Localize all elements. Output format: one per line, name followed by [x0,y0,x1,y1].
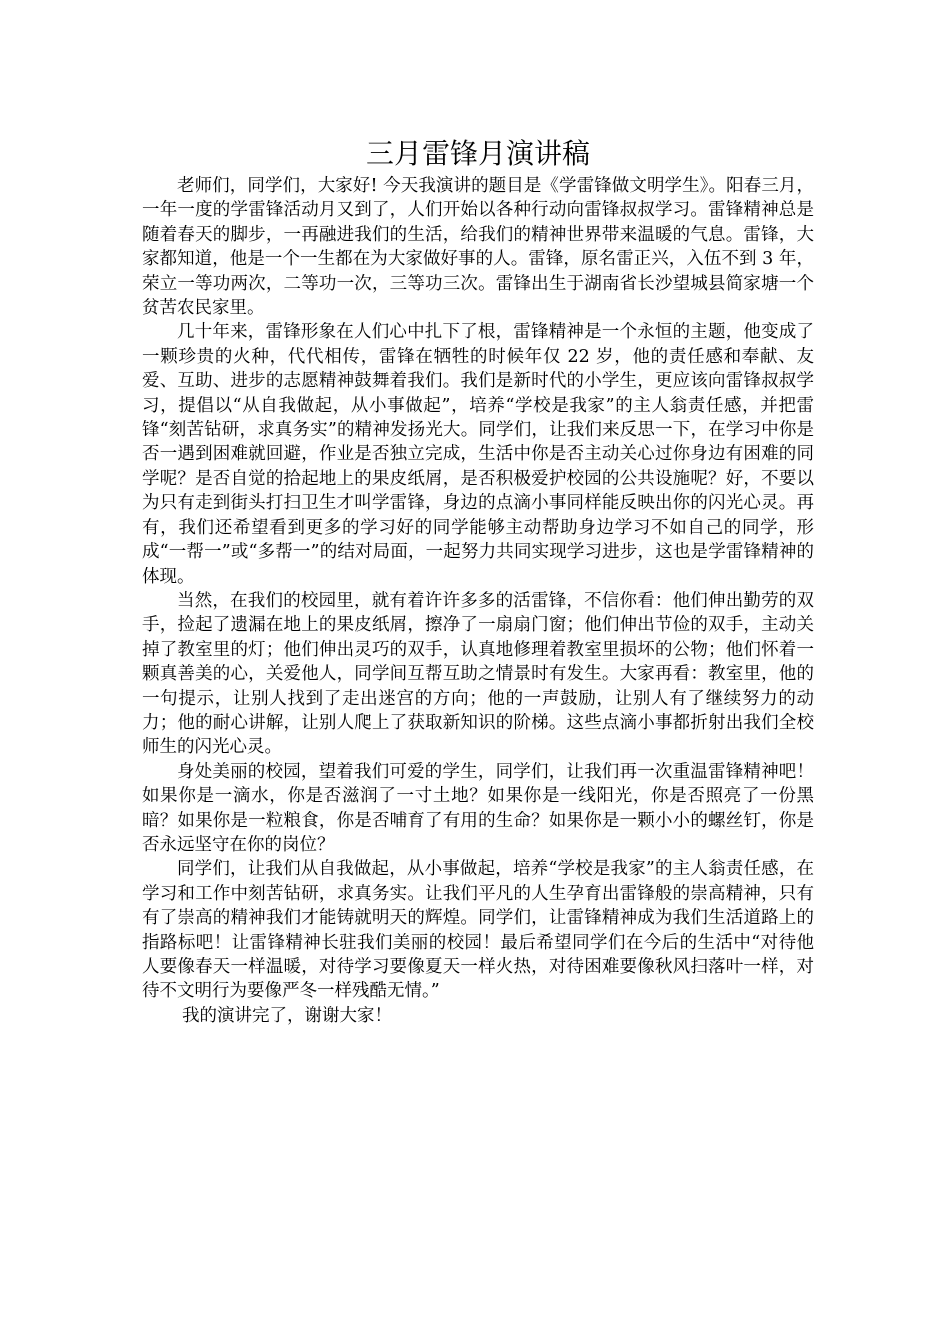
closing-line: 我的演讲完了，谢谢大家！ [182,1005,392,1026]
document-body [142,134,814,1028]
paragraph-4: 身处美丽的校园，望着我们可爱的学生，同学们，让我们再一次重温雷锋精神吧！如果你是一滴水，你是否滋润了一寸土地？如果你是一线阳光，你是否照亮了一份黑暗？如果你是一粒粮食，你是否哺育了有用的生命？如果你是一颗小小的螺丝钉，你是否永远坚守在你的岗位？ [142,761,814,855]
document-title: 三月雷锋月演讲稿 [365,137,590,170]
paragraph-2: 几十年来，雷锋形象在人们心中扎下了根，雷锋精神是一个永恒的主题，他变成了一颗珍贵的火种，代代相传，雷锋在牺牲的时候年仅 22 岁，他的责任感和奉献、友爱、互助、进步的志愿精神鼓舞着我们。我们是新时代的小学生，更应该向雷锋叔叔学习，提倡以“从自我做起，从小事做起”，培养“学校是我家”的主人翁责任感，并把雷锋“刻苦钻研，求真务实”的精神发扬光大。同学们，让我们来反思一下，在学习中你是否一遇到困难就回避，作业是否独立完成，生活中你是否主动关心过你身边有困难的同学呢？是否自觉的拾起地上的果皮纸屑，是否积极爱护校园的公共设施呢？好，不要以为只有走到街头打扫卫生才叫学雷锋，身边的点滴小事同样能反映出你的闪光心灵。再有，我们还希望看到更多的学习好的同学能够主动帮助身边学习不如自己的同学，形成“一帮一”或“多帮一”的结对局面，一起努力共同实现学习进步，这也是学雷锋精神的体现。 [142,322,814,587]
paragraph-3: 当然，在我们的校园里，就有着许许多多的活雷锋，不信你看：他们伸出勤劳的双手，捡起了遗漏在地上的果皮纸屑，擦净了一扇扇门窗；他们伸出节俭的双手，主动关掉了教室里的灯；他们伸出灵巧的双手，认真地修理着教室里损坏的公物；他们怀着一颗真善美的心，关爱他人，同学间互帮互助之情景时有发生。大家再看：教室里，他的一句提示，让别人找到了走出迷宫的方向；他的一声鼓励，让别人有了继续努力的动力；他的耐心讲解，让别人爬上了获取新知识的阶梯。这些点滴小事都折射出我们全校师生的闪光心灵。 [142,590,814,758]
paragraph-1: 老师们，同学们，大家好! 今天我演讲的题目是《学雷锋做文明学生》。阳春三月，一年一度的学雷锋活动月又到了，人们开始以各种行动向雷锋叔叔学习。雷锋精神总是随着春天的脚步，一再融进我们的生活，给我们的精神世界带来温暖的气息。雷锋，大家都知道，他是一个一生都在为大家做好事的人。雷锋，原名雷正兴，入伍不到 3 年，荣立一等功两次，二等功一次，三等功三次。雷锋出生于湖南省长沙望城县简家塘一个贫苦农民家里。 [142,176,814,319]
paragraph-5: 同学们，让我们从自我做起，从小事做起，培养“学校是我家”的主人翁责任感，在学习和工作中刻苦钻研，求真务实。让我们平凡的人生孕育出雷锋般的崇高精神，只有有了崇高的精神我们才能铸就明天的辉煌。同学们，让雷锋精神成为我们生活道路上的指路标吧！让雷锋精神长驻我们美丽的校园！最后希望同学们在今后的生活中“对待他人要像春天一样温暖，对待学习要像夏天一样火热，对待困难要像秋风扫落叶一样，对待不文明行为要像严冬一样残酷无情。” [142,859,814,1002]
